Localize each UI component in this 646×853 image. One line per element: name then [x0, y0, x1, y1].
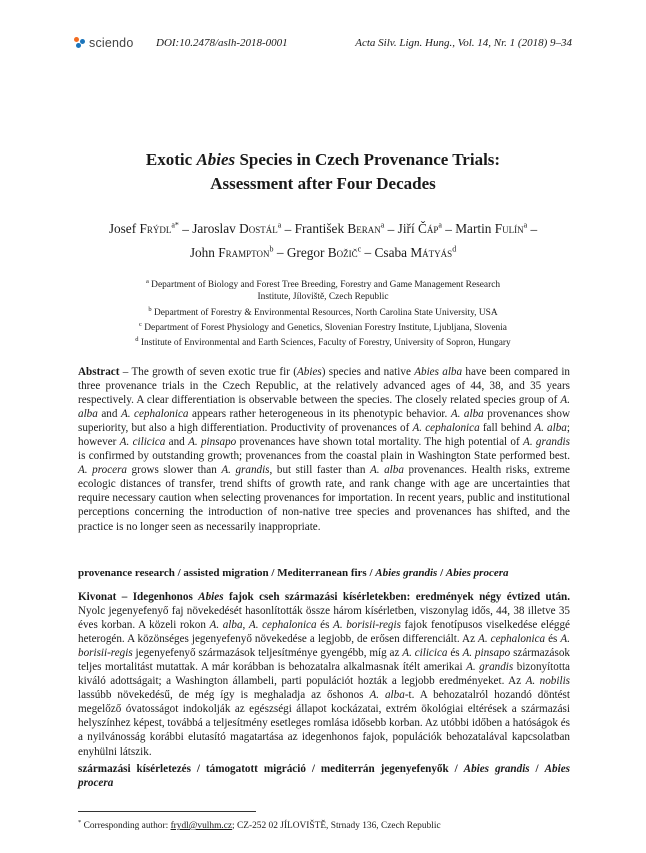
author: Josef Frýdl$^{a*}$ [108, 221, 179, 237]
abstract: Abstract – The growth of seven exotic true fir (Abies) species and native Abies alba have been compared in three provenance trials in the Czech Republic, at the relatively advanced ages of 44, 38, and 35 years respectively. A clear differentiation is observable between the species. The closely related species group of A. alba and A. cephalonica appears rather heterogeneous in its phenotypic behavior. A. alba provenances show superiority, but also a high differentiation. Productivity of provenances of A. cephalonica fall behind A. alba; however A. cilicica and A. pinsapo provenances have shown total mortality. The high potential of A. grandis is confirmed by outstanding growth; provenances from the coastal plain in Washington State performed best. A. procera grows slower than A. grandis, but still faster than A. alba provenances. Health risks, extreme ecologic distances of transfer, trend shifts of growth rate, and rank change with age are uncertainties that require necessary caution when selecting provenances for importation. In recent years, public and institutional perceptions concerning the introduction of non-native tree species and provenances has shifted, and the practice is no longer seen as necessarily inappropriate. [78, 366, 570, 533]
title-text: Exotic [145, 150, 197, 169]
author: John Frampton$^b$ [189, 244, 274, 260]
affiliation: $^b$ Department of Forestry & Environmental Resources, North Carolina State University, USA [148, 305, 498, 318]
author: Jiří Čáp$^a$ [397, 221, 442, 237]
author: Jaroslav Dostál$^a$ [192, 221, 282, 237]
hungarian-abstract: Kivonat – Idegenhonos Abies fajok cseh származási kísérletekben: eredmények négy évtized után. Nyolc jegenyefenyő faj növekedését hasonlították össze három kísérletben, viszonylag idős, 44, 38 illetve 35 éves korban. A közeli rokon A. alba, A. cephalonica és A. borisii-regis fajok fenotípusos viselkedése eléggé heterogén. A közönséges jegenyefenyő növekedése a legjobb, de erősen differenciált. Az A. cephalonica és A. borisii-regis jegenyefenyő származások teljesítménye gyengébb, míg az A. cilicica és A. pinsapo származások teljes mortalitást mutattak. A már korábban is behozatalra alkalmasnak ítélt amerikai A. grandis bizonyította kiváló adottságait; a Washington állambeli, parti populációt hozták a legjobb eredményeket. Az A. nobilis lassúbb növekedésű, de még így is meghaladja az őshonos A. alba-t. A behozatalról hozandó döntést megelőző óvatosságot indokolják az egészségi állapot kockázatai, extrém ökológiai eltérések a származási helyszínhez képest, továbbá a teljesítmény esetleges romlása idősebb korban. Az utóbbi időben a hatóságok és a nyilvánosság korábbi elutasító magatartása az idegenhonos fajok, populációk behozatalával kapcsolatban enyhülni látszik. [78, 591, 570, 758]
affiliations [60, 276, 586, 350]
author: František Beran$^a$ [294, 221, 385, 237]
paper-title [60, 148, 586, 196]
journal-citation: Acta Silv. Lign. Hung., Vol. 14, Nr. 1 (2018) 9–34 [355, 37, 572, 49]
author: Gregor Božič$^c$ [286, 244, 362, 260]
keywords: provenance research / assisted migration / Mediterranean firs / Abies grandis / Abies procera [78, 567, 509, 579]
publisher-logo [74, 36, 134, 50]
hungarian-keywords: származási kísérletezés / támogatott migráció / mediterrán jegenyefenyők / Abies grandis / Abies procera [78, 763, 570, 790]
affiliation: $^d$ Institute of Environmental and Earth Sciences, Faculty of Forestry, University of Sopron, Hungary [135, 336, 511, 349]
title-text: Species in Czech Provenance Trials: [235, 150, 501, 169]
author: Martin Fulín$^a$ [455, 221, 528, 237]
affiliation: $^c$ Department of Forest Physiology and Genetics, Slovenian Forestry Institute, Ljubljana, Slovenia [139, 320, 507, 333]
author: Csaba Mátyás$^d$ [374, 244, 457, 260]
affiliation: $^a$ Department of Biology and Forest Tree Breeding, Forestry and Game Management Research Institute, Jíloviště, Czech Republic [145, 278, 501, 303]
author-list: Josef Frýdl$^{a*}$ – Jaroslav Dostál$^a$ – František Beran$^a$ – Jiří Čáp$^a$ – Martin Fulín$^a$ – John Frampton$^b$ – Gregor Božič$^c$ – Csaba Mátyás$^d$ [108, 221, 538, 260]
running-header [74, 36, 572, 54]
doi: DOI:10.2478/aslh-2018-0001 [156, 37, 288, 49]
title-genus: Abies [196, 150, 236, 169]
logo-text: sciendo [89, 36, 134, 50]
footnote-rule [78, 811, 256, 812]
footnote: * Corresponding author: frydl@vulhm.cz; CZ-252 02 JÍLOVIŠTĚ, Strnady 136, Czech Republic [78, 819, 441, 832]
email-link[interactable]: frydl@vulhm.cz [170, 821, 233, 832]
title-line-2: Assessment after Four Decades [210, 174, 436, 193]
sciendo-logo-icon [74, 37, 86, 49]
